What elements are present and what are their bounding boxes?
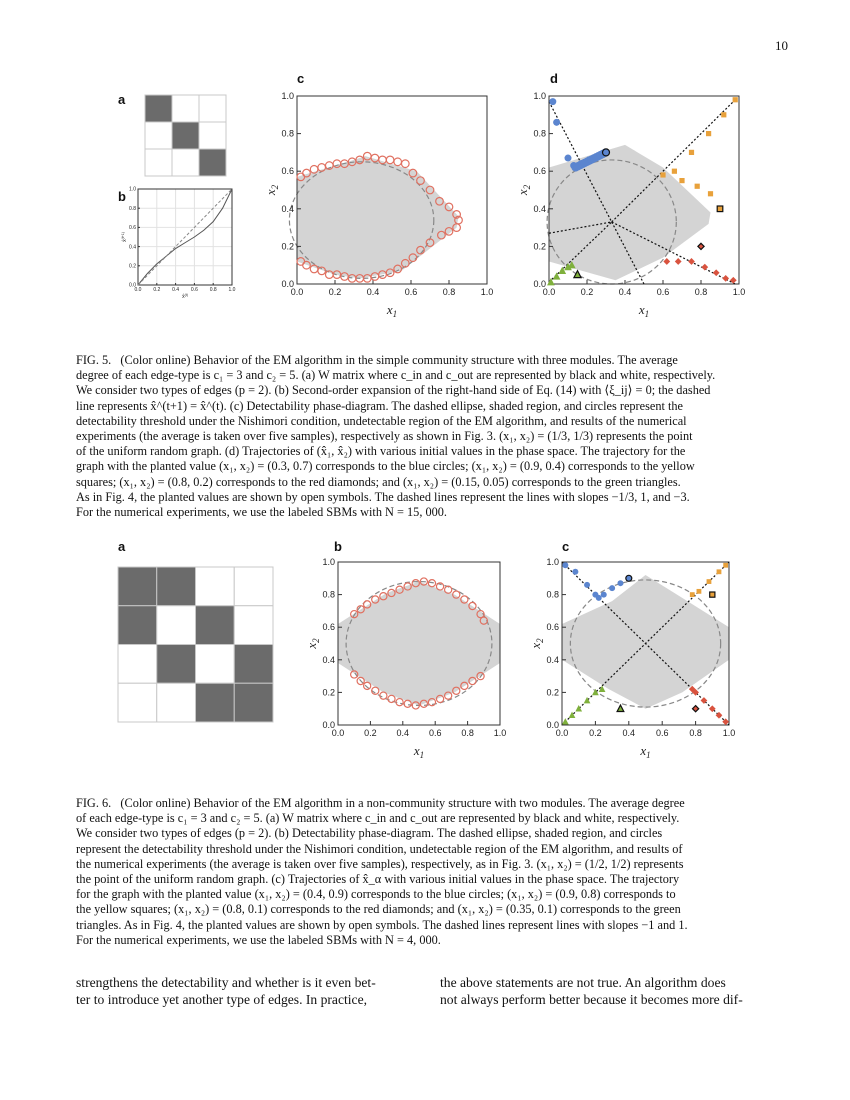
yellow-square-trajectory bbox=[697, 589, 702, 594]
y-tick-label: 0.2 bbox=[322, 687, 335, 698]
body-line: ter to introduce yet another type of edges. In practice, bbox=[76, 991, 368, 1007]
yellow-square-trajectory bbox=[679, 178, 684, 183]
matrix-cell bbox=[145, 95, 172, 122]
fig5-caption-line: graph with the planted value (x₁, x₂) = (0.3, 0.7) corresponds to the blue circles; (x₁, x₂) = (0.9, 0.4) corresponds to the yellow bbox=[76, 459, 695, 474]
y-tick-label: 1.0 bbox=[281, 91, 294, 101]
y-tick-label: 0.4 bbox=[533, 203, 546, 214]
fig5-caption-line: experiments (the average is taken over five samples), respectively as shown in Fig. 3. (x₁, x₂) = (1/3, 1/3) represents the point bbox=[76, 429, 693, 444]
fig6-caption-line: represent the detectability threshold under the Nishimori condition, undetectable region of the EM algorithm, and results of bbox=[76, 841, 683, 856]
x-axis-label: $x_1$ bbox=[640, 743, 651, 760]
x-tick-label: 0.4 bbox=[366, 287, 380, 297]
x-tick-label: 0.4 bbox=[622, 728, 636, 738]
yellow-square-trajectory bbox=[706, 131, 711, 136]
y-tick-label: 0.2 bbox=[533, 241, 546, 252]
x-tick-label: 0.4 bbox=[396, 728, 410, 738]
x-tick-label: 1.0 bbox=[228, 287, 236, 293]
matrix-cell bbox=[118, 567, 157, 606]
y-axis-label: x̂$^{(t+1)}$ bbox=[121, 232, 128, 242]
fig5-panel-d-label: d bbox=[550, 71, 558, 86]
red-diamond-trajectory bbox=[713, 269, 720, 276]
x-tick-label: 0.8 bbox=[694, 287, 708, 297]
green-triangle-trajectory bbox=[584, 697, 591, 703]
y-tick-label: 1.0 bbox=[322, 557, 335, 567]
fig5-caption bbox=[76, 353, 776, 520]
fig6-caption-line: We consider two types of edges (p = 2). (b) Detectability phase-diagram. The dashed ellipse, shaded region, and circles bbox=[76, 826, 663, 841]
x-tick-label: 0.8 bbox=[689, 728, 702, 738]
fig5-caption-line: For the numerical experiments, we use the labeled SBMs with N = 15, 000. bbox=[76, 505, 447, 520]
blue-circle-trajectory bbox=[584, 582, 590, 588]
experiment-circle bbox=[394, 158, 402, 166]
undetectable-region bbox=[297, 156, 459, 278]
body-right-column bbox=[440, 975, 776, 1009]
fig5-caption-line: We consider two types of edges (p = 2). (b) Second-order expansion of the right-hand side of Eq. (14) with ⟨ξ_ij⟩ = 0; the dashed bbox=[76, 383, 711, 398]
fig5-caption-line: As in Fig. 4, the planted values are shown by open symbols. The dashed lines represent the lines with slopes −1/3, 1, and −3. bbox=[76, 489, 690, 504]
red-diamond-trajectory bbox=[730, 277, 737, 284]
x-tick-label: 0.8 bbox=[442, 287, 456, 297]
red-diamond-trajectory bbox=[663, 258, 670, 265]
x-tick-label: 0.2 bbox=[153, 287, 161, 293]
y-axis-label: $x_2$ bbox=[304, 638, 321, 649]
y-tick-label: 0.4 bbox=[546, 654, 559, 665]
x-tick-label: 0.2 bbox=[580, 287, 594, 297]
x-tick-label: 1.0 bbox=[493, 728, 507, 738]
y-tick-label: 0.6 bbox=[322, 622, 335, 633]
planted-value-marker bbox=[710, 592, 715, 597]
green-triangle-trajectory bbox=[558, 267, 566, 274]
fig6-caption-line-1: FIG. 6. (Color online) Behavior of the EM algorithm in a non-community structure with two modules. The average degree bbox=[76, 796, 685, 810]
fig6-caption-line: For the numerical experiments, we use the labeled SBMs with N = 4, 000. bbox=[76, 932, 441, 947]
matrix-cell bbox=[145, 122, 172, 149]
blue-circle-trajectory bbox=[549, 98, 556, 105]
matrix-cell bbox=[157, 683, 196, 722]
planted-value-marker bbox=[717, 206, 723, 212]
body-line: not always perform better because it becomes more dif- bbox=[440, 991, 743, 1007]
y-tick-label: 0.6 bbox=[281, 166, 294, 177]
x-tick-label: 1.0 bbox=[480, 287, 494, 297]
experiment-circle bbox=[428, 580, 435, 587]
y-tick-label: 0.0 bbox=[546, 720, 559, 730]
x-tick-label: 0.6 bbox=[656, 287, 670, 297]
fig6-caption-line: the yellow squares; (x₁, x₂) = (0.8, 0.1) corresponds to the red diamonds; and (x₁, x₂) = (0.35, 0.1) corresponds to the green bbox=[76, 902, 681, 917]
y-tick-label: 0.8 bbox=[546, 589, 559, 600]
fig5-caption-line-1: FIG. 5. (Color online) Behavior of the EM algorithm in the simple community structure with three modules. The average bbox=[76, 353, 678, 367]
y-tick-label: 0.2 bbox=[281, 241, 294, 252]
fig6-caption bbox=[76, 796, 776, 948]
matrix-cell bbox=[199, 149, 226, 176]
fig5-panel-c-label: c bbox=[297, 71, 305, 86]
yellow-square-trajectory bbox=[707, 579, 712, 584]
matrix-cell bbox=[196, 683, 235, 722]
y-tick-label: 0.2 bbox=[546, 687, 559, 698]
y-tick-label: 0.8 bbox=[533, 128, 546, 139]
y-axis-label: $x_2$ bbox=[515, 184, 532, 196]
experiment-circle bbox=[388, 695, 395, 702]
y-tick-label: 1.0 bbox=[533, 91, 546, 101]
planted-value-marker bbox=[603, 149, 610, 156]
experiment-circle bbox=[402, 160, 410, 168]
blue-circle-trajectory bbox=[553, 119, 560, 126]
x-tick-label: 0.4 bbox=[618, 287, 632, 297]
body-line: strengthens the detectability and whether is it even bet- bbox=[76, 975, 376, 990]
yellow-square-trajectory bbox=[733, 97, 738, 102]
y-tick-label: 1.0 bbox=[129, 186, 136, 193]
planted-value-marker bbox=[574, 271, 581, 278]
matrix-cell bbox=[196, 645, 235, 684]
x-tick-label: 0.6 bbox=[404, 287, 418, 297]
body-left-column bbox=[76, 975, 414, 1009]
x-axis-label: $x_1$ bbox=[413, 743, 425, 760]
red-diamond-trajectory bbox=[701, 264, 708, 271]
y-tick-label: 0.8 bbox=[129, 205, 136, 212]
matrix-cell bbox=[196, 567, 235, 606]
x-tick-label: 1.0 bbox=[732, 287, 746, 297]
blue-circle-trajectory bbox=[617, 580, 623, 586]
fig6-w-matrix bbox=[117, 566, 275, 724]
fig5-caption-line: line represents x̂^(t+1) = x̂^(t). (c) Detectability phase-diagram. The dashed ellipse, shaded region, and circles represent the bbox=[76, 398, 684, 413]
blue-circle-trajectory bbox=[609, 585, 615, 591]
matrix-cell bbox=[196, 606, 235, 645]
y-tick-label: 0.6 bbox=[129, 225, 136, 232]
matrix-cell bbox=[172, 122, 199, 149]
matrix-cell bbox=[199, 95, 226, 122]
fig5-caption-line: of the uniform random graph. (d) Trajectories of (x̂₁, x̂₂) with various initial values in the phase space. The trajectory for the bbox=[76, 444, 686, 459]
blue-circle-trajectory bbox=[601, 592, 607, 598]
fig6-caption-line: triangles. As in Fig. 4, the planted values are shown by open symbols. The dashed lines represent lines with slopes −1 and 1. bbox=[76, 917, 688, 932]
yellow-square-trajectory bbox=[721, 112, 726, 117]
x-tick-label: 0.8 bbox=[461, 728, 474, 738]
x-tick-label: 0.2 bbox=[364, 728, 377, 738]
matrix-cell bbox=[234, 683, 273, 722]
matrix-cell bbox=[118, 645, 157, 684]
fig5-panel-b-label: b bbox=[118, 189, 126, 204]
yellow-square-trajectory bbox=[723, 563, 728, 568]
x-tick-label: 0.0 bbox=[290, 287, 304, 297]
red-diamond-trajectory bbox=[675, 258, 682, 265]
x-tick-label: 0.6 bbox=[655, 728, 669, 738]
x-tick-label: 0.0 bbox=[134, 287, 142, 293]
y-tick-label: 0.4 bbox=[129, 244, 136, 251]
y-tick-label: 0.0 bbox=[281, 279, 294, 289]
fig5-caption-line: squares; (x₁, x₂) = (0.8, 0.2) corresponds to the red diamonds; and (x₁, x₂) = (0.15, 0.05) corresponds to the green triangles. bbox=[76, 474, 681, 489]
yellow-square-trajectory bbox=[717, 569, 722, 574]
planted-value-marker bbox=[617, 705, 624, 711]
matrix-cell bbox=[234, 606, 273, 645]
y-axis-label: $x_2$ bbox=[528, 638, 545, 649]
y-axis-label: $x_2$ bbox=[263, 184, 280, 196]
x-axis-label: $x_1$ bbox=[638, 302, 650, 319]
blue-circle-trajectory bbox=[562, 562, 568, 568]
y-tick-label: 0.0 bbox=[533, 279, 546, 289]
matrix-cell bbox=[172, 95, 199, 122]
y-tick-label: 0.6 bbox=[546, 622, 559, 633]
y-tick-label: 0.8 bbox=[281, 128, 294, 139]
matrix-cell bbox=[118, 683, 157, 722]
matrix-cell bbox=[118, 606, 157, 645]
matrix-cell bbox=[234, 567, 273, 606]
y-tick-label: 1.0 bbox=[546, 557, 559, 567]
matrix-cell bbox=[157, 606, 196, 645]
x-tick-label: 0.4 bbox=[172, 287, 180, 293]
matrix-cell bbox=[157, 567, 196, 606]
undetectable-region bbox=[338, 582, 500, 706]
y-tick-label: 0.6 bbox=[533, 166, 546, 177]
yellow-square-trajectory bbox=[672, 169, 677, 174]
y-tick-label: 0.0 bbox=[322, 720, 335, 730]
x-tick-label: 0.6 bbox=[428, 728, 442, 738]
y-tick-label: 0.2 bbox=[129, 263, 136, 270]
matrix-cell bbox=[234, 645, 273, 684]
fig6-caption-line: the numerical experiments (the average is taken over five samples), respectively, as in Fig. 3. (x₁, x₂) = (1/2, 1/2) represents bbox=[76, 856, 684, 871]
y-tick-label: 0.4 bbox=[322, 654, 335, 665]
body-line: the above statements are not true. An algorithm does bbox=[440, 975, 726, 990]
fig6-caption-line: the point of the uniform random graph. (c) Trajectories of x̂_α with various initial values in the phase space. The trajectory bbox=[76, 872, 680, 887]
matrix-cell bbox=[157, 645, 196, 684]
y-tick-label: 0.0 bbox=[129, 282, 136, 289]
fig6-panel-c-chart bbox=[523, 554, 743, 764]
identity-dashed-line bbox=[138, 189, 232, 285]
fig5-caption-line: degree of each edge-type is c₁ = 3 and c₂ = 5. (a) W matrix where c_in and c_out are represented by black and white, respectively. bbox=[76, 368, 716, 383]
blue-circle-trajectory bbox=[596, 595, 602, 601]
matrix-cell bbox=[199, 122, 226, 149]
green-triangle-trajectory bbox=[575, 705, 582, 711]
yellow-square-trajectory bbox=[690, 592, 695, 597]
x-axis-label: x̂$^{(t)}$ bbox=[182, 293, 188, 300]
red-diamond-trajectory bbox=[722, 275, 729, 282]
planted-value-marker bbox=[698, 243, 704, 249]
fig5-panel-a-label: a bbox=[118, 92, 126, 107]
fig6-panel-c-label: c bbox=[562, 539, 570, 554]
x-tick-label: 0.0 bbox=[542, 287, 556, 297]
blue-circle-trajectory bbox=[565, 155, 572, 162]
x-tick-label: 1.0 bbox=[722, 728, 736, 738]
fig5-w-matrix bbox=[144, 94, 228, 178]
experiment-circle bbox=[386, 156, 394, 164]
fig5-caption-line: detectability threshold under the Nishimori condition, undetectable region of the EM algorithm, and results of the numerical bbox=[76, 413, 687, 428]
x-tick-label: 0.2 bbox=[589, 728, 602, 738]
green-triangle-trajectory bbox=[592, 689, 599, 695]
x-axis-label: $x_1$ bbox=[386, 302, 398, 319]
undetectable-region bbox=[562, 575, 729, 709]
fig6-caption-label: FIG. 6. bbox=[76, 796, 112, 810]
fig5-panel-b-chart bbox=[100, 183, 250, 308]
page-number: 10 bbox=[775, 38, 788, 53]
y-tick-label: 0.4 bbox=[281, 203, 294, 214]
x-tick-label: 0.2 bbox=[328, 287, 342, 297]
fig6-caption-line: of each edge-type is c₁ = 3 and c₂ = 5. (a) W matrix where c_in and c_out are represented by black and white, respectively. bbox=[76, 811, 680, 826]
fig6-panel-b-label: b bbox=[334, 539, 342, 554]
blue-circle-trajectory bbox=[572, 569, 578, 575]
fig5-caption-label: FIG. 5. bbox=[76, 353, 112, 367]
fig6-panel-a-label: a bbox=[118, 539, 126, 554]
yellow-square-trajectory bbox=[660, 172, 665, 177]
x-tick-label: 0.0 bbox=[555, 728, 569, 738]
x-tick-label: 0.6 bbox=[190, 287, 198, 293]
experiment-circle bbox=[364, 682, 371, 689]
y-tick-label: 0.8 bbox=[322, 589, 335, 600]
x-tick-label: 0.0 bbox=[331, 728, 345, 738]
matrix-cell bbox=[172, 149, 199, 176]
planted-value-marker bbox=[692, 706, 698, 712]
yellow-square-trajectory bbox=[689, 150, 694, 155]
fig5-panel-d-chart bbox=[512, 86, 767, 326]
matrix-cell bbox=[145, 149, 172, 176]
fig5-panel-c-chart bbox=[260, 86, 505, 326]
planted-value-marker bbox=[626, 575, 632, 581]
fig6-caption-line: for the graph with the planted value (x₁, x₂) = (0.4, 0.9) corresponds to the blue circles; (x₁, x₂) = (0.9, 0.8) corresponds to bbox=[76, 887, 676, 902]
fig6-panel-b-chart bbox=[298, 554, 513, 764]
x-tick-label: 0.8 bbox=[209, 287, 217, 293]
yellow-square-trajectory bbox=[708, 191, 713, 196]
yellow-square-trajectory bbox=[695, 184, 700, 189]
